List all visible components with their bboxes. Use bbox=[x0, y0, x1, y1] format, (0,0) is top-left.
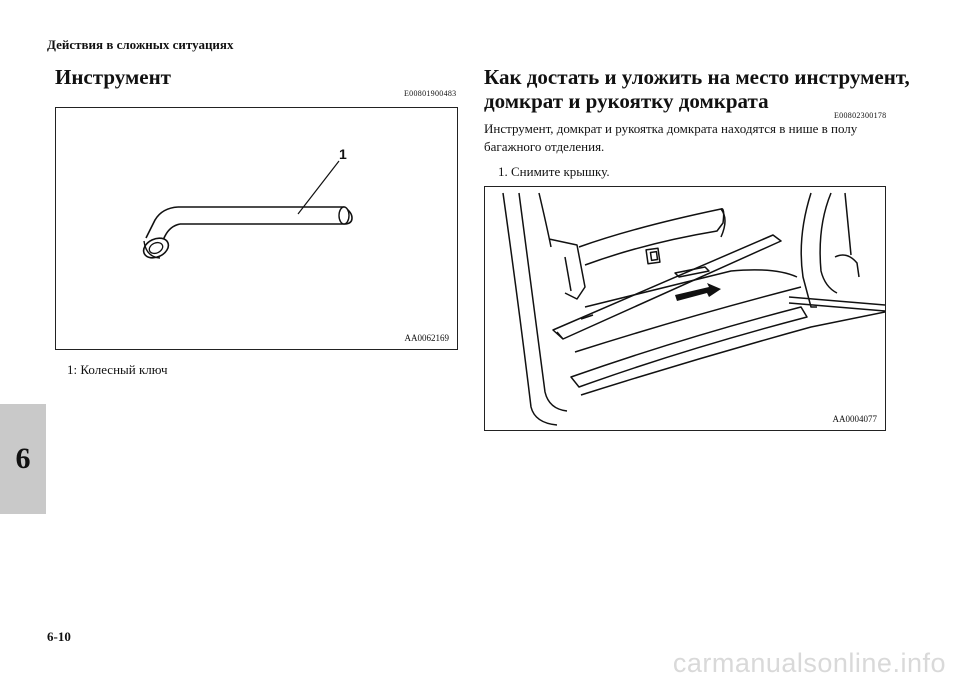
wrench-figure bbox=[55, 107, 458, 350]
wheel-wrench-illustration bbox=[56, 108, 457, 349]
figure-code: AA0062169 bbox=[404, 333, 449, 343]
section-code: E00801900483 bbox=[404, 89, 457, 98]
figure-code: AA0004077 bbox=[832, 414, 877, 424]
callout-number: 1 bbox=[339, 146, 347, 162]
section-heading-tool: Инструмент bbox=[55, 65, 171, 89]
step-item: 1. Снимите крышку. bbox=[498, 164, 610, 179]
chapter-tab: 6 bbox=[0, 404, 46, 514]
running-header: Действия в сложных ситуациях bbox=[47, 37, 234, 52]
section-heading-jack-line1: Как достать и уложить на место инструмент, bbox=[484, 65, 910, 89]
paragraph-line: багажного отделения. bbox=[484, 139, 605, 154]
paragraph-line: Инструмент, домкрат и рукоятка домкрата находятся в нише в полу bbox=[484, 121, 858, 136]
page-number: 6-10 bbox=[47, 629, 71, 644]
watermark-text: carmanualsonline.info bbox=[672, 648, 946, 678]
section-code: E00802300178 bbox=[834, 111, 887, 120]
figure-caption: 1: Колесный ключ bbox=[67, 362, 168, 377]
cargo-area-illustration bbox=[485, 187, 885, 430]
section-heading-jack-line2: домкрат и рукоятку домкрата bbox=[484, 89, 769, 113]
cargo-cover-figure bbox=[484, 186, 886, 431]
